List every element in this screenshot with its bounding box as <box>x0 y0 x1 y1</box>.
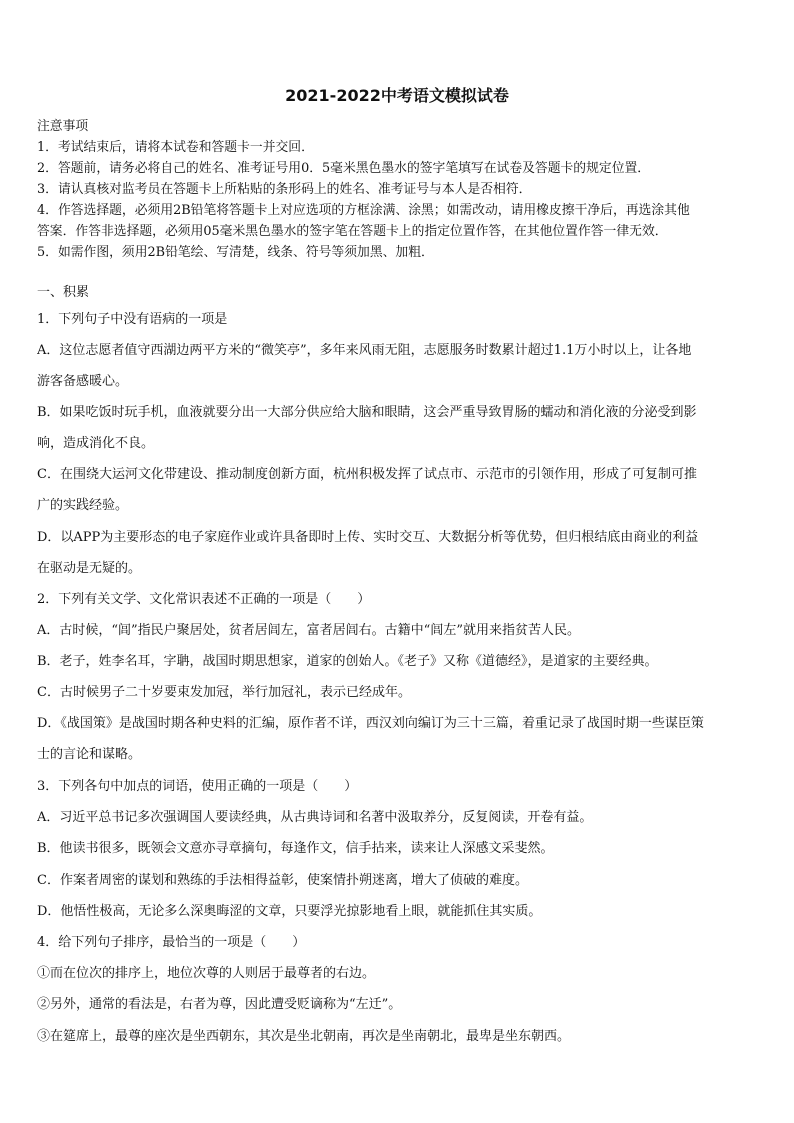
notice-item: 5．如需作图，须用2B铅笔绘、写清楚，线条、符号等须加黑、加粗． <box>37 245 434 260</box>
option-text: A．古时候，“闾”指民户聚居处，贫者居闾左，富者居闾右。古籍中“闾左”就用来指贫苦人民。 <box>37 623 580 638</box>
option-text: C．在围绕大运河文化带建设、推动制度创新方面，杭州积极发挥了试点市、示范市的引领作用，形成了可复制可推 <box>37 467 697 482</box>
question-stem: 2．下列有关文学、文化常识表述不正确的一项是（ ） <box>37 592 371 607</box>
option-text: 响，造成消化不良。 <box>37 436 155 451</box>
notice-heading: 注意事项 <box>37 119 89 134</box>
option-text: 游客备感暖心。 <box>37 374 129 389</box>
option-text: 广的实践经验。 <box>37 498 129 513</box>
option-text: 士的言论和谋略。 <box>37 747 142 762</box>
notice-item: 3．请认真核对监考员在答题卡上所粘贴的条形码上的姓名、准考证号与本人是否相符． <box>37 182 532 197</box>
option-text: D．他悟性极高，无论多么深奥晦涩的文章，只要浮光掠影地看上眼，就能抓住其实质。 <box>37 904 542 919</box>
question-stem: 4．给下列句子排序，最恰当的一项是（ ） <box>37 935 306 950</box>
exam-title: 2021-2022中考语文模拟试卷 <box>285 86 509 105</box>
question-stem: 3．下列各句中加点的词语，使用正确的一项是（ ） <box>37 779 358 794</box>
sentence-item: ③在筵席上，最尊的座次是坐西朝东，其次是坐北朝南，再次是坐南朝北，最卑是坐东朝西。 <box>37 1029 571 1044</box>
option-text: B．如果吃饭时玩手机，血液就要分出一大部分供应给大脑和眼睛，这会严重导致胃肠的蠕动和消化液的分泌受到影 <box>37 405 697 420</box>
option-text: C．古时候男子二十岁要束发加冠，举行加冠礼，表示已经成年。 <box>37 685 411 700</box>
sentence-item: ②另外，通常的看法是，右者为尊，因此遭受贬谪称为“左迁”。 <box>37 997 402 1012</box>
option-text: C．作案者周密的谋划和熟练的手法相得益彰，使案情扑朔迷离，增大了侦破的难度。 <box>37 873 528 888</box>
notice-item: 2．答题前，请务必将自己的姓名、准考证号用0．5毫米黑色墨水的签字笔填写在试卷及答题卡的规定位置． <box>37 161 651 176</box>
notice-item: 4．作答选择题，必须用2B铅笔将答题卡上对应选项的方框涂满、涂黑；如需改动，请用橡皮擦干净后，再选涂其他 <box>37 203 690 218</box>
option-text: A．习近平总书记多次强调国人要读经典，从古典诗词和名著中汲取养分，反复阅读，开卷有益。 <box>37 810 593 825</box>
option-text: B．他读书很多，既领会文意亦寻章摘句，每逢作文，信手拈来，读来让人深感文采斐然。 <box>37 841 554 856</box>
section-heading: 一、积累 <box>37 285 90 300</box>
question-stem: 1．下列句子中没有语病的一项是 <box>37 312 228 327</box>
notice-item: 答案．作答非选择题，必须用05毫米黑色墨水的签字笔在答题卡上的指定位置作答，在其他位置作答一律无效． <box>37 224 668 239</box>
sentence-item: ①而在位次的排序上，地位次尊的人则居于最尊者的右边。 <box>37 966 376 981</box>
option-text: D．《战国策》是战国时期各种史料的汇编，原作者不详，西汉刘向编订为三十三篇，着重记录了战国时期一些谋臣策 <box>37 716 704 731</box>
option-text: D．以APP为主要形态的电子家庭作业或许具备即时上传、实时交互、大数据分析等优势，但归根结底由商业的利益 <box>37 530 699 545</box>
option-text: 在驱动是无疑的。 <box>37 561 142 576</box>
option-text: B．老子，姓李名耳，字聃，战国时期思想家，道家的创始人。《老子》又称《道德经》，是道家的主要经典。 <box>37 654 658 669</box>
notice-item: 1．考试结束后，请将本试卷和答题卡一并交回． <box>37 140 314 155</box>
option-text: A．这位志愿者值守西湖边两平方米的“微笑亭”，多年来风雨无阻，志愿服务时数累计超过1.1万小时以上，让各地 <box>37 343 692 358</box>
